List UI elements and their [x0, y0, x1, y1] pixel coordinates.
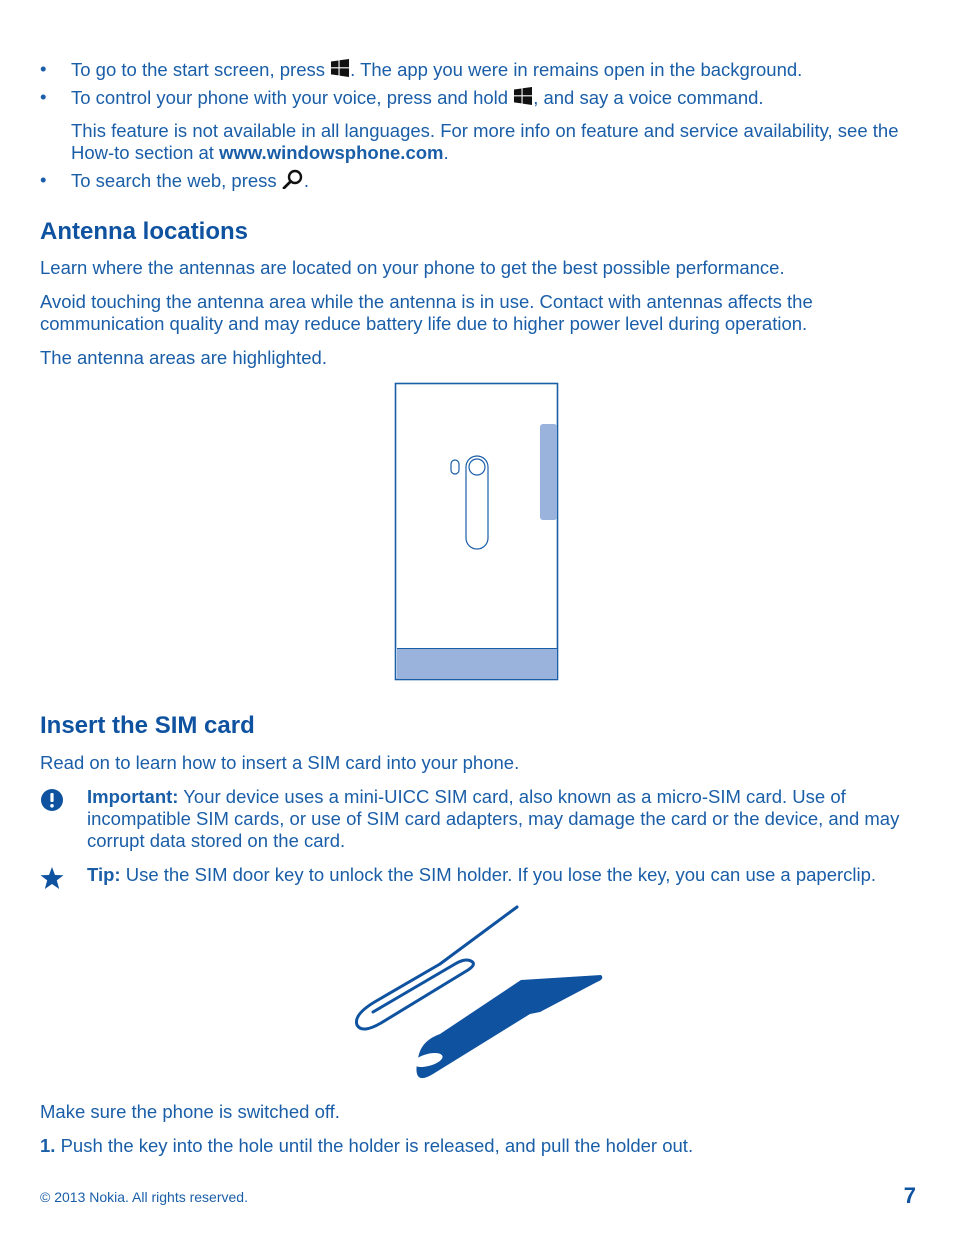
sim-key-and-paperclip-illustration — [345, 902, 610, 1087]
phone-outline — [396, 384, 558, 680]
antenna-highlight-note: The antenna areas are highlighted. — [40, 347, 327, 368]
bullet-dot: • — [40, 58, 47, 79]
antenna-warning: Avoid touching the antenna area while the antenna is in use. Contact with antennas affects the communication quality and may reduce battery life due to higher power level during operation. — [40, 291, 813, 334]
side-antenna-area — [540, 424, 557, 520]
tip-text: Tip: Use the SIM door key to unlock the SIM holder. If you lose the key, you can use a paperclip. — [87, 864, 877, 885]
windowsphone-link[interactable]: www.windowsphone.com — [219, 142, 444, 163]
important-icon — [40, 788, 64, 812]
bullet-start-screen: • To go to the start screen, press . The app you were in remains open in the background. — [40, 58, 803, 80]
windows-key-icon — [330, 58, 350, 78]
step-1: 1. Push the key into the hole until the holder is released, and pull the holder out. — [40, 1135, 694, 1156]
bullet-list — [40, 58, 920, 197]
antenna-intro: Learn where the antennas are located on your phone to get the best possible performance. — [40, 257, 785, 278]
bullet-search: • To search the web, press . — [40, 169, 309, 191]
star-icon — [40, 866, 64, 890]
tip-note — [40, 864, 920, 890]
important-text: Important: Your device uses a mini-UICC SIM card, also known as a micro-SIM card. Use of incompatible SIM cards, or use of SIM card adapters, may damage the card or the device, and may corrupt data stored on the card. — [87, 786, 900, 851]
sim-heading: Insert the SIM card — [40, 712, 255, 739]
switched-off-instruction: Make sure the phone is switched off. — [40, 1101, 340, 1122]
antenna-heading: Antenna locations — [40, 218, 249, 245]
sim-door-key — [416, 975, 602, 1078]
voice-note: This feature is not available in all languages. For more info on feature and service availability, see the How-to section at www.windowsphone.com. — [71, 120, 899, 163]
bullet-voice: • To control your phone with your voice, press and hold , and say a voice command. This feature is not available in all languages. For more info on feature and service availability, see the How-to section at www.windowsphone.com. — [40, 86, 920, 164]
bullet-dot: • — [40, 86, 47, 107]
important-note — [40, 786, 920, 852]
windows-key-icon — [513, 86, 533, 106]
copyright: © 2013 Nokia. All rights reserved. — [40, 1189, 248, 1205]
phone-antenna-diagram — [394, 382, 560, 682]
page-number: 7 — [903, 1183, 916, 1208]
sim-intro: Read on to learn how to insert a SIM card into your phone. — [40, 752, 520, 773]
search-icon — [282, 169, 304, 189]
bottom-antenna-area — [397, 649, 557, 679]
bullet-dot: • — [40, 169, 47, 190]
